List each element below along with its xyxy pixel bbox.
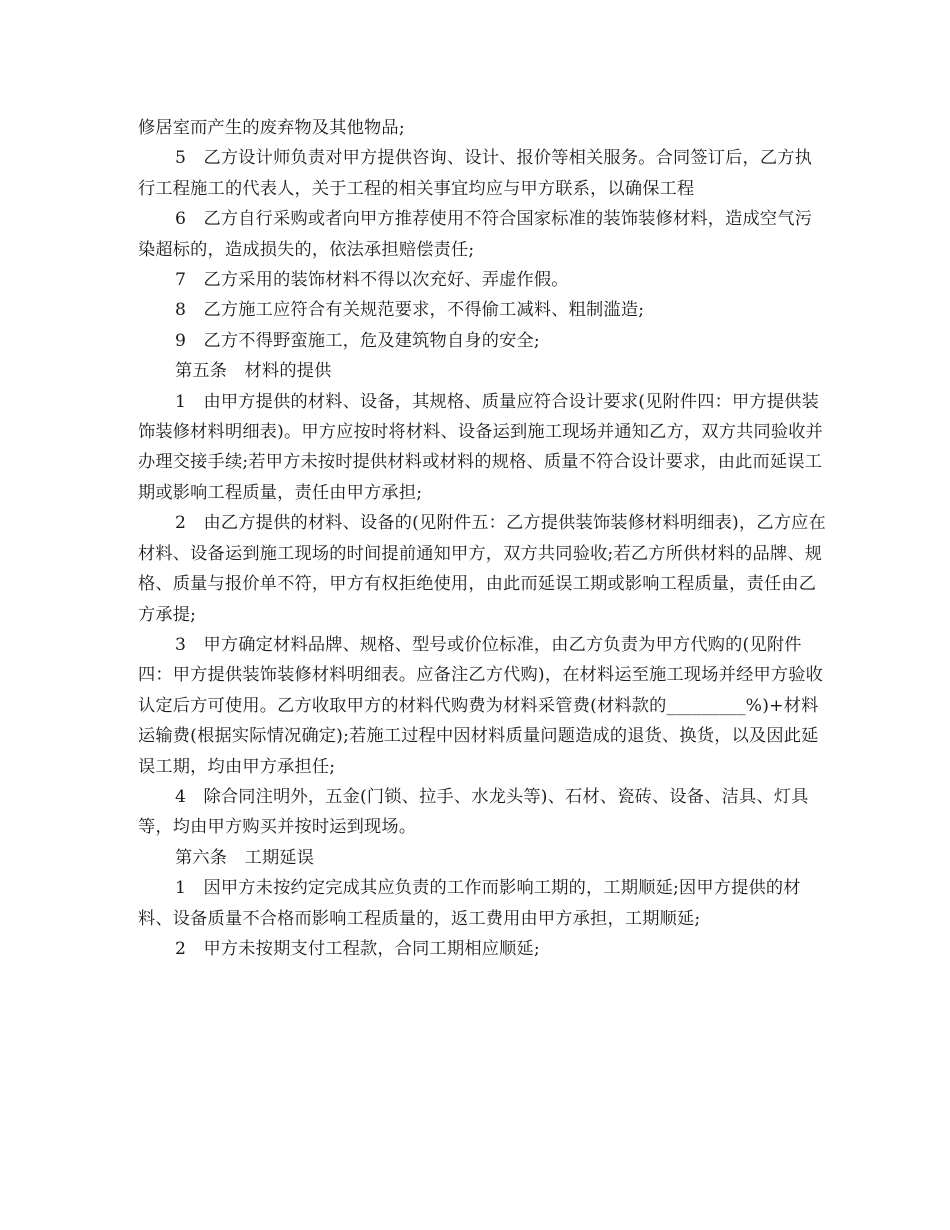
paragraph-clause-9: 9 乙方不得野蛮施工，危及建筑物自身的安全;: [175, 330, 540, 351]
paragraph-article-5-item-3: 3 甲方确定材料品牌、规格、型号或价位标准，由乙方负责为甲方代购的(见附件四：甲方提供装饰装修材料明细表。应备注乙方代购)，在材料运至施工现场并经甲方验收认定后方可使用。乙方收取甲方的材料代购费为材料采管费(材料款的_________%)+材料运输费(根据实际情况确定);若施工过程中因材料质量问题造成的退货、换货，以及因此延误工期，均由甲方承担任;: [138, 634, 824, 777]
paragraph-clause-6: 6 乙方自行采购或者向甲方推荐使用不符合国家标准的装饰装修材料，造成空气污染超标的，造成损失的，依法承担赔偿责任;: [138, 209, 813, 260]
document-body: [138, 113, 828, 964]
paragraph-clause-5: 5 乙方设计师负责对甲方提供咨询、设计、报价等相关服务。合同签订后，乙方执行工程施工的代表人，关于工程的相关事宜均应与甲方联系，以确保工程: [138, 148, 813, 199]
paragraph-article-5-item-4: 4 除合同注明外，五金(门锁、拉手、水龙头等)、石材、瓷砖、设备、洁具、灯具等，均由甲方购买并按时运到现场。: [138, 786, 809, 838]
paragraph-clause-7: 7 乙方采用的装饰材料不得以次充好、弄虚作假。: [175, 270, 569, 291]
paragraph-article-6-item-2: 2 甲方未按期支付工程款，合同工期相应顺延;: [175, 938, 540, 959]
paragraph-article-6-item-1: 1 因甲方未按约定完成其应负责的工作而影响工期的，工期顺延;因甲方提供的材料、设备质量不合格而影响工程质量的，返工费用由甲方承担，工期顺延;: [138, 878, 801, 929]
paragraph-article-5-item-2: 2 由乙方提供的材料、设备的(见附件五：乙方提供装饰装修材料明细表)，乙方应在材料、设备运到施工现场的时间提前通知甲方，双方共同验收;若乙方所供材料的品牌、规格、质量与报价单不符，甲方有权拒绝使用，由此而延误工期或影响工程质量，责任由乙方承提;: [138, 513, 826, 625]
section-heading-article-5: 第五条 材料的提供: [175, 361, 332, 382]
section-heading-article-6: 第六条 工期延误: [175, 847, 315, 868]
paragraph: 修居室而产生的废弃物及其他物品;: [138, 118, 405, 138]
paragraph-article-5-item-1: 1 由甲方提供的材料、设备，其规格、质量应符合设计要求(见附件四：甲方提供装饰装修材料明细表)。甲方应按时将材料、设备运到施工现场并通知乙方，双方共同验收并办理交接手续;若甲方未按时提供材料或材料的规格、质量不符合设计要求，由此而延误工期或影响工程质量，责任由甲方承担;: [138, 391, 824, 503]
paragraph-clause-8: 8 乙方施工应符合有关规范要求，不得偷工减料、粗制滥造;: [175, 300, 645, 321]
